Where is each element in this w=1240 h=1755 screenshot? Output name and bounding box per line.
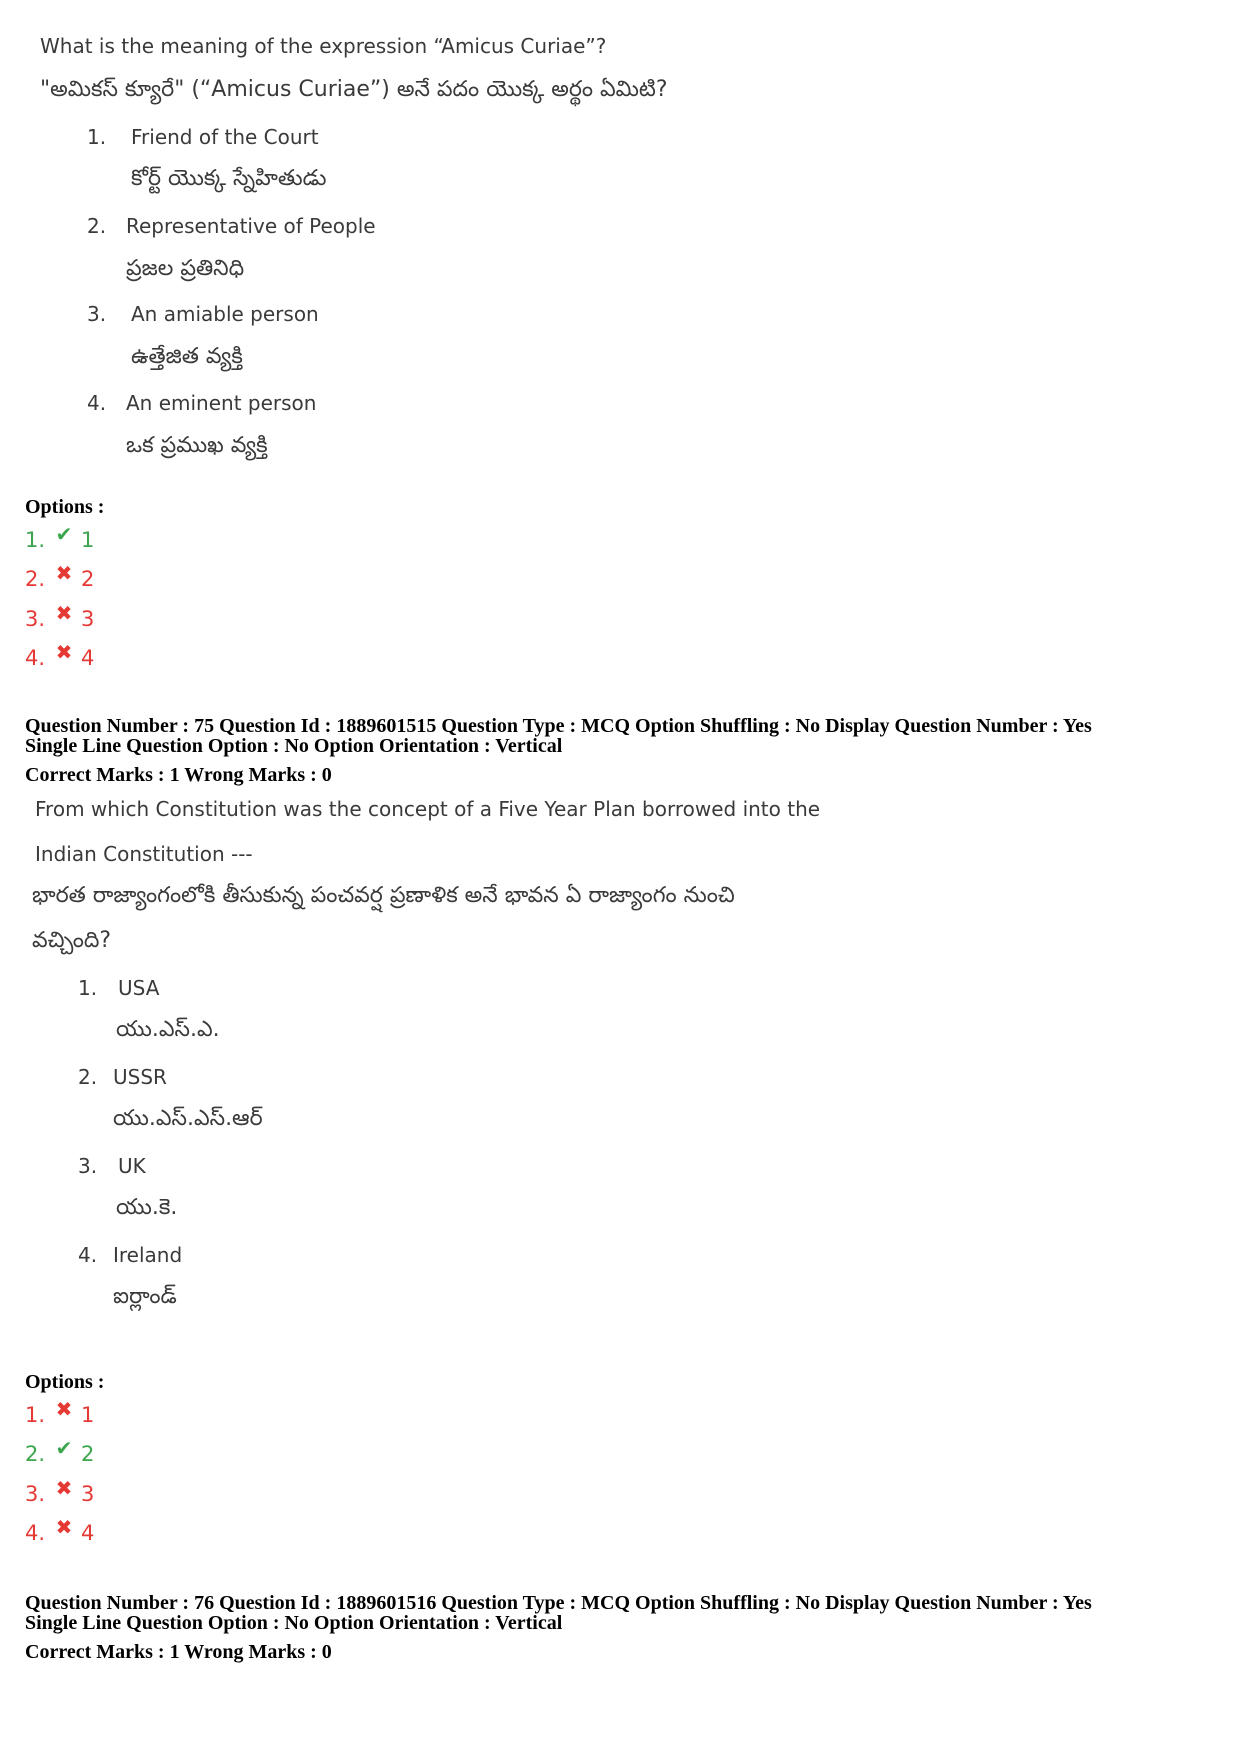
q75-choice-3-en: UK bbox=[118, 1154, 146, 1178]
q74-choice-2-number: 2. bbox=[87, 214, 107, 238]
q74-choice-4-number: 4. bbox=[87, 391, 107, 415]
answer-value: 3 bbox=[81, 607, 95, 631]
answer-value: 2 bbox=[81, 1442, 95, 1466]
q75-choice-1-en: USA bbox=[118, 976, 160, 1000]
cross-icon: ✖ bbox=[55, 1515, 73, 1539]
q74-choice-3-en: An amiable person bbox=[131, 302, 319, 326]
q74-answer-2 bbox=[25, 561, 95, 595]
q75-choice-4-number: 4. bbox=[78, 1243, 98, 1267]
question-74-text-en: What is the meaning of the expression “Amicus Curiae”? bbox=[40, 34, 607, 58]
q74-answer-3 bbox=[25, 601, 95, 635]
q75-answer-2 bbox=[25, 1436, 95, 1470]
answer-number: 3. bbox=[25, 1482, 46, 1506]
question-74-text-te: "అమికస్ క్యూరే" (“Amicus Curiae”) అనే పదం యొక్క అర్థం ఏమిటి? bbox=[40, 77, 668, 102]
answer-number: 3. bbox=[25, 607, 46, 631]
answer-number: 4. bbox=[25, 1521, 46, 1545]
q74-choice-2-en: Representative of People bbox=[126, 214, 376, 238]
q75-meta-line-2: Single Line Question Option : No Option Orientation : Vertical bbox=[25, 735, 563, 757]
q74-choice-3-te: ఉత్తేజిత వ్యక్తి bbox=[131, 344, 243, 369]
q75-choice-2-en: USSR bbox=[113, 1065, 167, 1089]
q75-choice-4-te: ఐర్లాండ్ bbox=[113, 1284, 177, 1309]
answer-value: 1 bbox=[81, 1403, 95, 1427]
check-icon: ✔ bbox=[55, 522, 73, 546]
q75-choice-4-en: Ireland bbox=[113, 1243, 183, 1267]
question-75-text-en-line-2: Indian Constitution --- bbox=[35, 842, 253, 866]
check-icon: ✔ bbox=[55, 1436, 73, 1460]
q74-choice-1-number: 1. bbox=[87, 125, 107, 149]
q74-choice-4-en: An eminent person bbox=[126, 391, 317, 415]
q74-options-label: Options : bbox=[25, 496, 105, 518]
cross-icon: ✖ bbox=[55, 601, 73, 625]
answer-value: 3 bbox=[81, 1482, 95, 1506]
q75-answer-1 bbox=[25, 1397, 95, 1431]
q76-meta-line-2: Single Line Question Option : No Option Orientation : Vertical bbox=[25, 1612, 563, 1634]
q74-choice-1-en: Friend of the Court bbox=[131, 125, 319, 149]
q74-answer-4 bbox=[25, 640, 95, 674]
question-75-text-en-line-1: From which Constitution was the concept of a Five Year Plan borrowed into the bbox=[35, 797, 821, 821]
q75-marks-line: Correct Marks : 1 Wrong Marks : 0 bbox=[25, 764, 332, 786]
answer-number: 2. bbox=[25, 1442, 46, 1466]
cross-icon: ✖ bbox=[55, 561, 73, 585]
q74-choice-2-te: ప్రజల ప్రతినిధి bbox=[126, 256, 245, 281]
q75-choice-2-te: యు.ఎస్.ఎస్.ఆర్ bbox=[113, 1106, 263, 1131]
answer-number: 4. bbox=[25, 646, 46, 670]
q75-meta-line-1: Question Number : 75 Question Id : 1889601515 Question Type : MCQ Option Shuffling : No Display Question Number : Yes bbox=[25, 715, 1092, 737]
q76-marks-line: Correct Marks : 1 Wrong Marks : 0 bbox=[25, 1641, 332, 1663]
q75-answer-4 bbox=[25, 1515, 95, 1549]
answer-value: 2 bbox=[81, 567, 95, 591]
q75-choice-2-number: 2. bbox=[78, 1065, 98, 1089]
q75-choice-1-te: యు.ఎస్.ఎ. bbox=[116, 1017, 220, 1042]
cross-icon: ✖ bbox=[55, 1476, 73, 1500]
q74-choice-4-te: ఒక ప్రముఖ వ్యక్తి bbox=[126, 433, 268, 458]
answer-value: 4 bbox=[81, 646, 95, 670]
q74-choice-3-number: 3. bbox=[87, 302, 107, 326]
question-75-text-te-line-2: వచ్చింది? bbox=[32, 928, 112, 953]
cross-icon: ✖ bbox=[55, 1397, 73, 1421]
q75-choice-3-te: యు.కె. bbox=[116, 1195, 178, 1220]
cross-icon: ✖ bbox=[55, 640, 73, 664]
q74-answer-1 bbox=[25, 522, 95, 556]
q75-choice-1-number: 1. bbox=[78, 976, 98, 1000]
q75-choice-3-number: 3. bbox=[78, 1154, 98, 1178]
answer-number: 2. bbox=[25, 567, 46, 591]
answer-number: 1. bbox=[25, 1403, 46, 1427]
answer-number: 1. bbox=[25, 528, 46, 552]
q75-options-label: Options : bbox=[25, 1371, 105, 1393]
answer-value: 4 bbox=[81, 1521, 95, 1545]
q75-answer-3 bbox=[25, 1476, 95, 1510]
answer-value: 1 bbox=[81, 528, 95, 552]
q74-choice-1-te: కోర్ట్ యొక్క స్నేహితుడు bbox=[131, 166, 327, 191]
q76-meta-line-1: Question Number : 76 Question Id : 1889601516 Question Type : MCQ Option Shuffling : No Display Question Number : Yes bbox=[25, 1592, 1092, 1614]
question-75-text-te-line-1: భారత రాజ్యాంగంలోకి తీసుకున్న పంచవర్ష ప్రణాళిక అనే భావన ఏ రాజ్యాంగం నుంచి bbox=[32, 883, 735, 908]
